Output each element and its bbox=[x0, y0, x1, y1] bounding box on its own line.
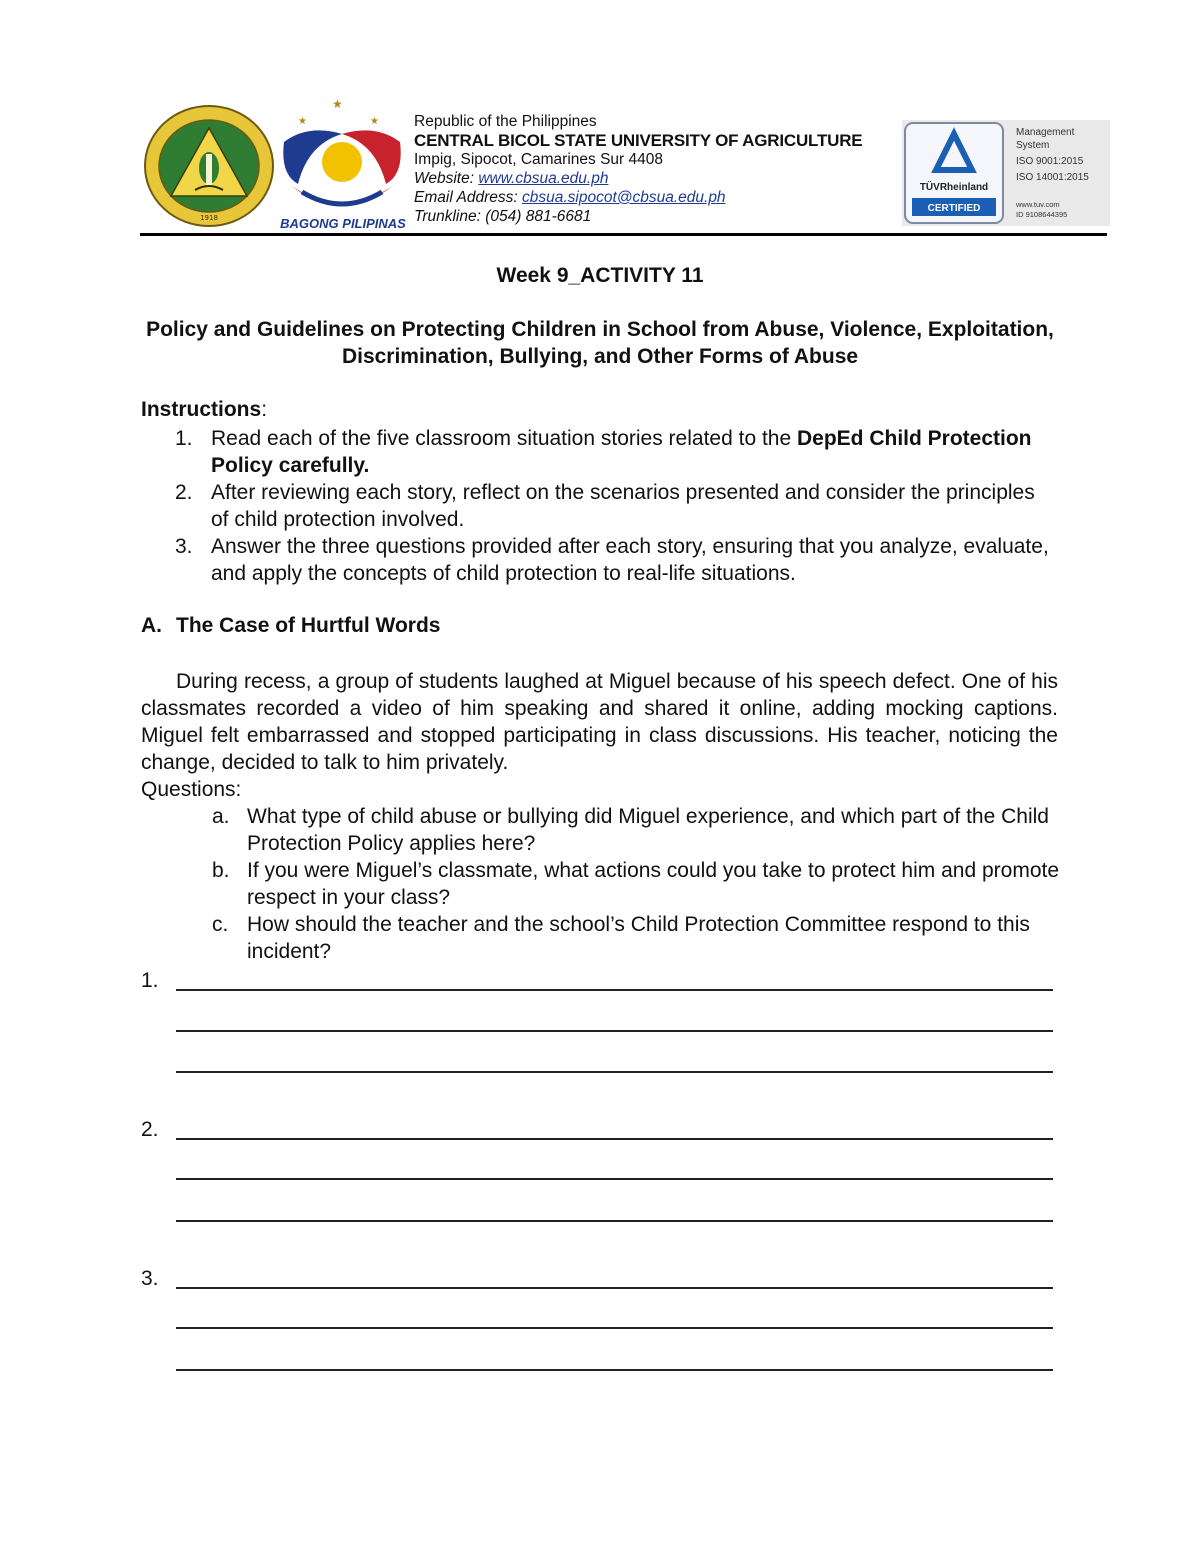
question-letter: b. bbox=[212, 859, 230, 882]
question-text: If you were Miguel’s classmate, what actions could you take to protect him and promote respect in your class? bbox=[247, 859, 1060, 909]
questions-label: Questions: bbox=[141, 778, 242, 801]
mgmt-line1: Management bbox=[1016, 127, 1075, 138]
instruction-number: 3. bbox=[175, 535, 193, 558]
university-name: CENTRAL BICOL STATE UNIVERSITY OF AGRICULTURE bbox=[414, 131, 863, 150]
question-letter: a. bbox=[212, 805, 230, 828]
instructions-colon: : bbox=[261, 398, 268, 421]
email-link[interactable]: cbsua.sipocot@cbsua.edu.ph bbox=[521, 189, 726, 206]
answer-number: 2. bbox=[141, 1118, 159, 1141]
svg-text:★: ★ bbox=[332, 97, 343, 111]
website-line bbox=[414, 169, 904, 188]
section-letter: A. bbox=[141, 614, 162, 637]
svg-text:★: ★ bbox=[370, 116, 379, 127]
bagong-pilipinas-text: BAGONG PILIPINAS bbox=[280, 216, 406, 231]
tuv-url: www.tuv.com bbox=[1016, 200, 1060, 209]
answer-line[interactable] bbox=[176, 1220, 1053, 1222]
main-title: Policy and Guidelines on Protecting Children in School from Abuse, Violence, Exploitation, Discrimination, Bullying, and Other Forms of Abuse bbox=[146, 318, 1054, 368]
instruction-text: After reviewing each story, reflect on the scenarios presented and consider the principles of child protection involved. bbox=[211, 481, 1035, 531]
answer-line[interactable] bbox=[176, 1138, 1053, 1140]
answer-line[interactable] bbox=[176, 1030, 1053, 1032]
instructions-list bbox=[175, 425, 1055, 587]
instruction-text bbox=[211, 425, 1055, 479]
email-line bbox=[414, 188, 904, 207]
answer-line[interactable] bbox=[176, 1071, 1053, 1073]
seal-year: 1918 bbox=[200, 214, 218, 222]
week-title: Week 9_ACTIVITY 11 bbox=[496, 264, 704, 287]
instructions-label: Instructions bbox=[141, 398, 262, 421]
answer-line[interactable] bbox=[176, 989, 1053, 991]
tuv-id: ID 9108644395 bbox=[1016, 210, 1068, 219]
section-heading bbox=[141, 614, 440, 638]
answer-line[interactable] bbox=[176, 1327, 1053, 1329]
list-item bbox=[175, 533, 1055, 587]
answer-line[interactable] bbox=[176, 1369, 1053, 1371]
list-item bbox=[212, 803, 1060, 857]
header-divider bbox=[140, 233, 1107, 236]
iso-9001: ISO 9001:2015 bbox=[1016, 156, 1084, 167]
list-item bbox=[175, 479, 1055, 533]
question-letter: c. bbox=[212, 913, 229, 936]
address-line: Impig, Sipocot, Camarines Sur 4408 bbox=[414, 151, 663, 168]
svg-text:★: ★ bbox=[298, 116, 307, 127]
question-text: What type of child abuse or bullying did Miguel experience, and which part of the Child Protection Policy applies here? bbox=[247, 805, 1049, 855]
email-label: Email Address: bbox=[414, 189, 522, 206]
story-paragraph: During recess, a group of students laughed at Miguel because of his speech defect. One of his classmates recorded a video of him speaking and shared it online, adding mocking captions. Miguel felt embarrassed and stopped participating in class discussions. His teacher, noticing the change, decided to talk to him privately. bbox=[141, 670, 1058, 774]
instructions-heading bbox=[141, 396, 267, 423]
mgmt-line2: System bbox=[1016, 140, 1050, 151]
section-title: The Case of Hurtful Words bbox=[176, 614, 441, 637]
list-item bbox=[212, 857, 1060, 911]
letterhead bbox=[414, 112, 904, 226]
trunkline: Trunkline: (054) 881-6681 bbox=[414, 208, 592, 225]
website-link[interactable]: www.cbsua.edu.ph bbox=[478, 170, 609, 187]
bagong-pilipinas-logo bbox=[278, 94, 408, 234]
instruction-text: Answer the three questions provided after each story, ensuring that you analyze, evaluate, and apply the concepts of child protection to real-life situations. bbox=[211, 535, 1049, 585]
answer-line[interactable] bbox=[176, 1287, 1053, 1289]
tuv-certification-badge bbox=[902, 120, 1110, 226]
iso-14001: ISO 14001:2015 bbox=[1016, 172, 1089, 183]
answer-number: 3. bbox=[141, 1267, 159, 1290]
website-label: Website: bbox=[414, 170, 479, 187]
list-item bbox=[212, 911, 1060, 965]
republic-line: Republic of the Philippines bbox=[414, 113, 597, 130]
instruction-text-plain: Read each of the five classroom situation stories related to the bbox=[211, 427, 797, 450]
university-seal-logo bbox=[143, 104, 275, 228]
instruction-text-bold: DepEd Child Protection Policy carefully. bbox=[211, 427, 1032, 477]
answer-number: 1. bbox=[141, 969, 159, 992]
list-item bbox=[175, 425, 1055, 479]
instruction-number: 1. bbox=[175, 427, 193, 450]
instruction-number: 2. bbox=[175, 481, 193, 504]
questions-list bbox=[212, 803, 1060, 965]
tuv-text: TÜVRheinland bbox=[919, 182, 989, 193]
certified-text: CERTIFIED bbox=[927, 203, 981, 214]
question-text: How should the teacher and the school’s Child Protection Committee respond to this incident? bbox=[247, 913, 1030, 963]
answer-line[interactable] bbox=[176, 1178, 1053, 1180]
